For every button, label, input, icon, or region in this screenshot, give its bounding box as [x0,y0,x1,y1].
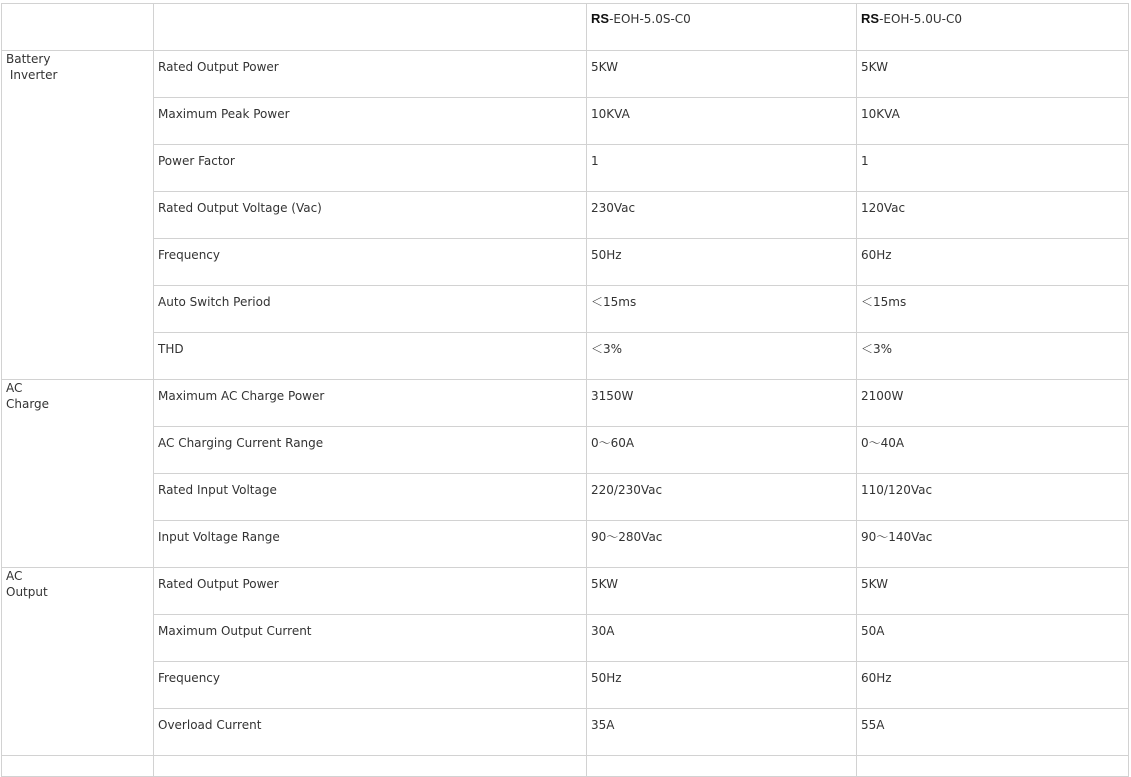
value-cell-model-1 [587,568,857,615]
value-cell-model-2 [857,286,1129,333]
empty-cell [587,756,857,777]
table-row [2,615,1129,662]
value-model-2: 60Hz [861,248,892,262]
empty-cell [857,756,1129,777]
param-cell [154,662,587,709]
value-cell-model-1 [587,521,857,568]
table-row [2,98,1129,145]
model-2-label [857,4,1128,27]
table-row [2,474,1129,521]
value-cell-model-1 [587,474,857,521]
param-cell [154,380,587,427]
model-1-suffix: -EOH-5.0S-C0 [609,12,691,26]
empty-cell [2,756,154,777]
table-row [2,380,1129,427]
param-cell [154,333,587,380]
param-label: Rated Input Voltage [158,483,277,497]
value-cell-model-2 [857,521,1129,568]
value-model-1: 90～280Vac [591,530,663,544]
spec-table-body [2,4,1129,777]
param-label: Input Voltage Range [158,530,280,544]
param-cell [154,427,587,474]
header-model-1 [587,4,857,51]
table-row [2,568,1129,615]
value-model-1: 0～60A [591,436,635,450]
value-model-1: 35A [591,718,615,732]
value-model-1: 220/230Vac [591,483,663,497]
value-cell-model-2 [857,615,1129,662]
param-label: THD [158,342,184,356]
value-cell-model-2 [857,145,1129,192]
value-model-2: 5KW [861,60,888,74]
table-row [2,145,1129,192]
param-cell [154,615,587,662]
value-cell-model-1 [587,145,857,192]
param-cell [154,192,587,239]
table-row [2,662,1129,709]
value-cell-model-1 [587,333,857,380]
value-model-1: 1 [591,154,599,168]
value-model-2: 120Vac [861,201,906,215]
group-cell [2,380,154,568]
value-model-2: ＜3% [861,342,893,356]
param-label: Frequency [158,248,220,262]
value-cell-model-2 [857,51,1129,98]
value-model-2: 2100W [861,389,904,403]
value-model-1: 5KW [591,577,618,591]
param-label: Power Factor [158,154,235,168]
table-row [2,286,1129,333]
table-row-cutoff [2,756,1129,777]
table-row [2,333,1129,380]
value-cell-model-1 [587,615,857,662]
value-cell-model-1 [587,239,857,286]
value-cell-model-2 [857,474,1129,521]
value-cell-model-1 [587,286,857,333]
value-model-1: ＜15ms [591,295,637,309]
table-row [2,521,1129,568]
value-model-2: 60Hz [861,671,892,685]
value-model-1: 30A [591,624,615,638]
value-cell-model-2 [857,709,1129,756]
value-cell-model-2 [857,192,1129,239]
group-label: AC Output [6,569,48,599]
value-model-2: 1 [861,154,869,168]
model-2-prefix: RS [861,11,880,26]
param-label: Auto Switch Period [158,295,271,309]
param-label: AC Charging Current Range [158,436,324,450]
value-model-2: 5KW [861,577,888,591]
param-cell [154,51,587,98]
value-model-2: 55A [861,718,885,732]
param-label: Rated Output Power [158,577,279,591]
value-cell-model-2 [857,380,1129,427]
param-cell [154,521,587,568]
param-label: Maximum Output Current [158,624,312,638]
value-cell-model-2 [857,98,1129,145]
value-cell-model-1 [587,51,857,98]
table-row [2,192,1129,239]
value-model-2: 50A [861,624,885,638]
value-model-2: 10KVA [861,107,900,121]
header-model-2 [857,4,1129,51]
table-row [2,239,1129,286]
value-cell-model-2 [857,333,1129,380]
value-cell-model-1 [587,427,857,474]
param-cell [154,568,587,615]
table-row [2,51,1129,98]
value-cell-model-2 [857,568,1129,615]
spec-table [1,3,1129,777]
param-label: Rated Output Power [158,60,279,74]
value-cell-model-1 [587,192,857,239]
value-model-1: 50Hz [591,248,622,262]
param-label: Maximum AC Charge Power [158,389,325,403]
header-row [2,4,1129,51]
group-cell [2,568,154,756]
param-cell [154,709,587,756]
header-group-cell [2,4,154,51]
param-cell [154,474,587,521]
param-label: Rated Output Voltage (Vac) [158,201,322,215]
value-model-2: ＜15ms [861,295,907,309]
value-model-2: 0～40A [861,436,905,450]
value-model-1: 3150W [591,389,634,403]
table-row [2,709,1129,756]
group-cell [2,51,154,380]
value-model-1: ＜3% [591,342,623,356]
value-cell-model-2 [857,427,1129,474]
table-row [2,427,1129,474]
value-cell-model-1 [587,98,857,145]
param-label: Maximum Peak Power [158,107,290,121]
group-label: AC Charge [6,381,50,411]
header-param-cell [154,4,587,51]
param-cell [154,98,587,145]
empty-cell [154,756,587,777]
param-label: Overload Current [158,718,262,732]
value-model-2: 90～140Vac [861,530,933,544]
value-model-1: 10KVA [591,107,630,121]
group-label: Battery Inverter [6,52,58,82]
value-model-2: 110/120Vac [861,483,933,497]
value-model-1: 5KW [591,60,618,74]
model-1-prefix: RS [591,11,610,26]
value-model-1: 50Hz [591,671,622,685]
param-cell [154,239,587,286]
value-cell-model-1 [587,662,857,709]
value-cell-model-2 [857,662,1129,709]
model-1-label [587,4,856,27]
model-2-suffix: -EOH-5.0U-C0 [879,12,962,26]
value-cell-model-1 [587,709,857,756]
value-model-1: 230Vac [591,201,636,215]
param-cell [154,145,587,192]
value-cell-model-1 [587,380,857,427]
value-cell-model-2 [857,239,1129,286]
param-cell [154,286,587,333]
param-label: Frequency [158,671,220,685]
